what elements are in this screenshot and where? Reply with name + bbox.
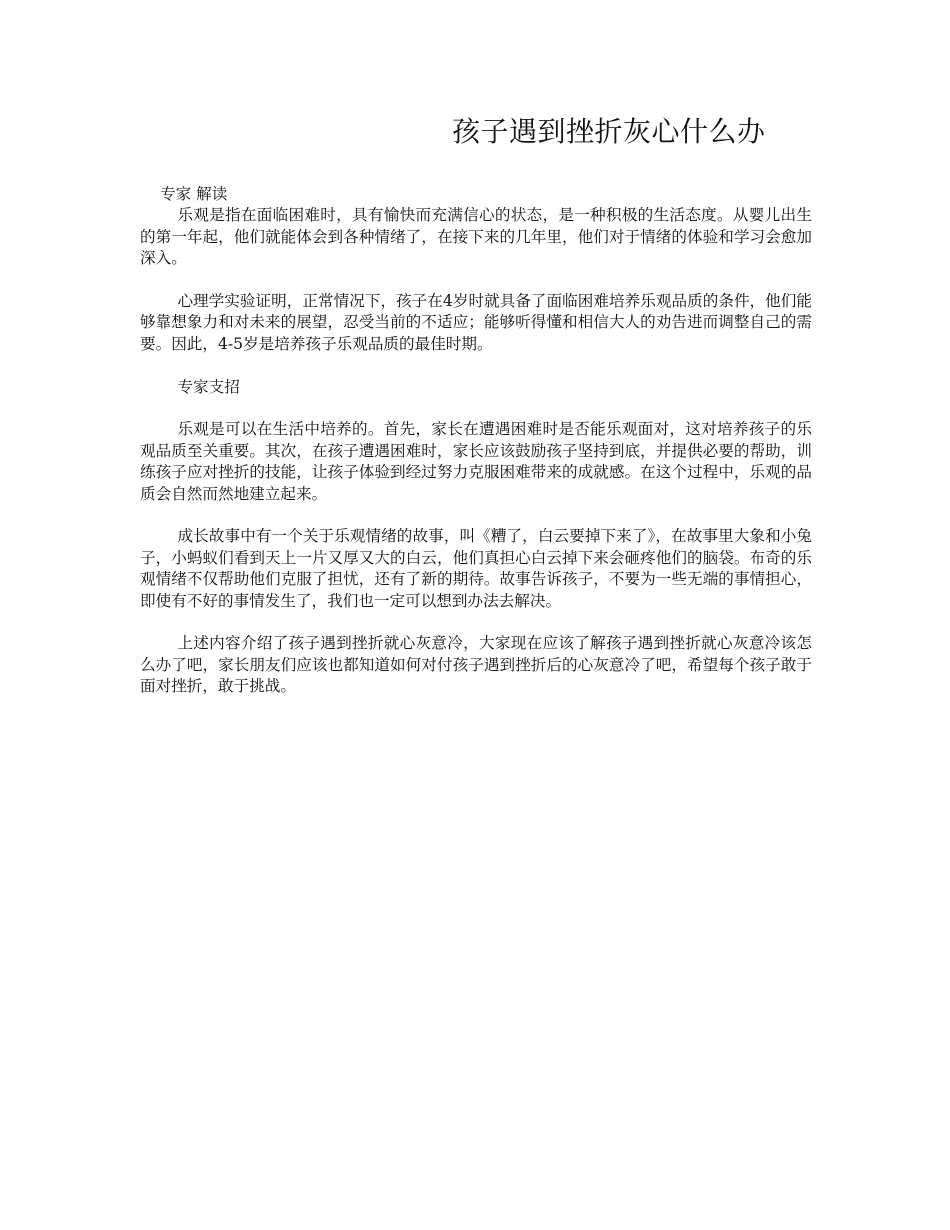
page-title: 孩子遇到挫折灰心什么办 [452, 115, 766, 148]
paragraph: 乐观是可以在生活中培养的。首先，家长在遭遇困难时是否能乐观面对，这对培养孩子的乐观品质至关重要。其次，在孩子遭遇困难时，家长应该鼓励孩子坚持到底，并提供必要的帮助，训练孩子应对挫折的技能，让孩子体验到经过努力克服困难带来的成就感。在这个过程中，乐观的品质会自然而然地建立起来。 [140, 420, 812, 503]
paragraph: 心理学实验证明，正常情况下，孩子在4岁时就具备了面临困难培养乐观品质的条件，他们能够靠想象力和对未来的展望，忍受当前的不适应；能够听得懂和相信大人的劝告进而调整自己的需要。因此，4-5岁是培养孩子乐观品质的最佳时期。 [140, 292, 812, 353]
subheading: 专家支招 [177, 377, 240, 396]
paragraph: 乐观是指在面临困难时，具有愉快而充满信心的状态，是一种积极的生活态度。从婴儿出生的第一年起，他们就能体会到各种情绪了，在接下来的几年里，他们对于情绪的体验和学习会愈加深入。 [140, 206, 812, 268]
section-label: 专家 解读 [160, 185, 228, 203]
article-body [140, 184, 812, 719]
paragraph: 上述内容介绍了孩子遇到挫折就心灰意冷，大家现在应该了解孩子遇到挫折就心灰意冷该怎么办了吧，家长朋友们应该也都知道如何对付孩子遇到挫折后的心灰意冷了吧，希望每个孩子敢于面对挫折，敢于挑战。 [140, 634, 812, 696]
paragraph: 成长故事中有一个关于乐观情绪的故事，叫《糟了，白云要掉下来了》，在故事里大象和小兔子，小蚂蚁们看到天上一片又厚又大的白云，他们真担心白云掉下来会砸疼他们的脑袋。布奇的乐观情绪不仅帮助他们克服了担忧，还有了新的期待。故事告诉孩子，不要为一些无端的事情担心，即使有不好的事情发生了，我们也一定可以想到办法去解决。 [140, 527, 812, 610]
